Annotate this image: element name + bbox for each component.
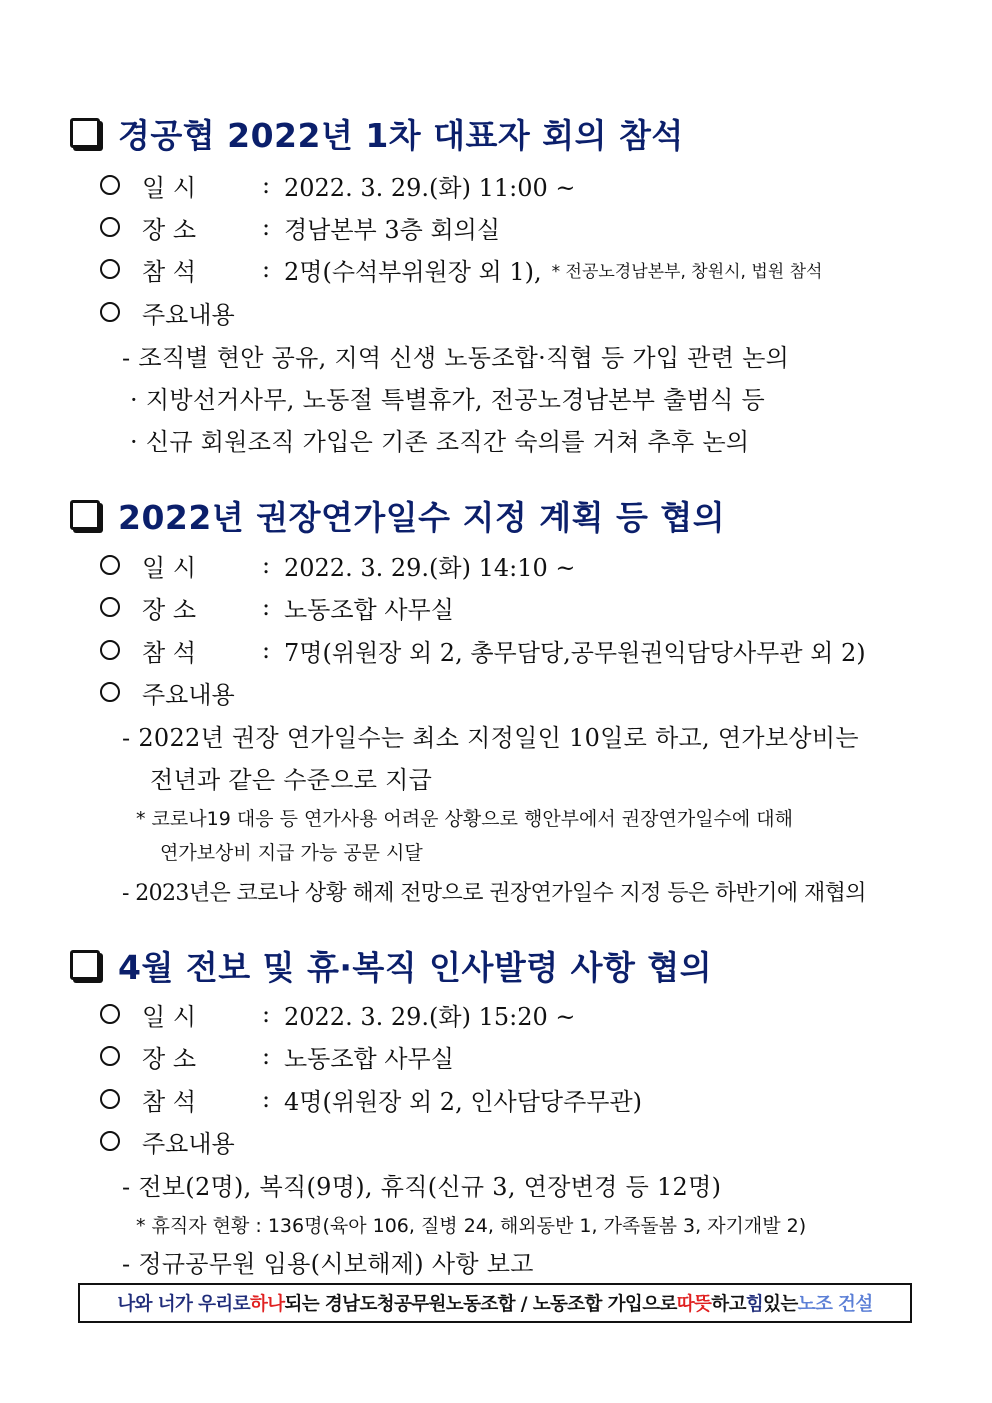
section-1-place-row [100,209,500,245]
main-label: 주요내용 [142,1129,235,1158]
attendees-label: 참 석 [142,638,196,667]
slogan-part: 하고 [711,1294,746,1315]
section-2-attendees: 7명(위원장 외 2, 총무담당,공무원권익담당사무관 외 2) [284,638,866,667]
section-3-title-text: 4월 전보 및 휴·복직 인사발령 사항 협의 [118,947,713,987]
date-label: 일 시 [142,1002,196,1031]
section-2-main-row [100,674,235,710]
section-1-item: · 지방선거사무, 노동절 특별휴가, 전공노경남본부 출범식 등 [130,385,765,414]
section-1-date: 2022. 3. 29.(화) 11:00 ~ [284,173,576,202]
section-3-date-row [100,996,575,1032]
section-3-title [70,940,712,990]
place-label: 장 소 [142,1044,196,1073]
circle-bullet-icon [100,1131,120,1151]
circle-bullet-icon [100,302,120,322]
circle-bullet-icon [100,682,120,702]
colon: : [262,171,271,199]
slogan-part: 되는 경남도청공무원노동조합 / 노동조합 가입으로 [284,1294,677,1315]
colon: : [262,1000,271,1028]
colon: : [262,213,271,241]
checkbox-square-icon [70,500,100,530]
main-label: 주요내용 [142,680,235,709]
circle-bullet-icon [100,217,120,237]
slogan-highlight-power: 힘 [745,1294,764,1315]
section-3-attendees: 4명(위원장 외 2, 인사담당주무관) [284,1087,642,1116]
section-1-date-row [100,167,575,203]
section-1-attendees-row [100,251,822,287]
section-3-place: 노동조합 사무실 [284,1044,454,1073]
colon: : [262,593,271,621]
circle-bullet-icon [100,1089,120,1109]
circle-bullet-icon [100,555,120,575]
section-2-title-text: 2022년 권장연가일수 지정 계획 등 협의 [118,497,726,537]
section-2-item-1-line-1: - 2022년 권장 연가일수는 최소 지정일인 10일로 하고, 연가보상비는 [122,723,859,752]
section-2-title [70,490,725,540]
colon: : [262,551,271,579]
section-2-item-1-line-2: 전년과 같은 수준으로 지급 [150,765,433,794]
main-label: 주요내용 [142,300,235,329]
section-2-attendees-row [100,632,866,668]
colon: : [262,636,271,664]
section-3-main-row [100,1123,235,1159]
circle-bullet-icon [100,640,120,660]
checkbox-square-icon [70,118,100,148]
section-3-attendees-row [100,1081,642,1117]
section-1-attendees-note: * 전공노경남본부, 창원시, 법원 참석 [551,261,823,282]
section-1-item: - 조직별 현안 공유, 지역 신생 노동조합·직협 등 가입 관련 논의 [122,343,790,372]
slogan-highlight-one: 하나 [249,1294,285,1315]
section-1-attendees: 2명(수석부위원장 외 1), [284,257,542,286]
slogan-highlight-warm: 따뜻 [676,1294,712,1315]
section-2-note-line-2: 연가보상비 지급 가능 공문 시달 [160,841,423,864]
section-2-date: 2022. 3. 29.(화) 14:10 ~ [284,553,576,582]
section-1-main-row [100,294,235,330]
footer-slogan-box [78,1283,912,1323]
section-2-item-2: - 2023년은 코로나 상황 해제 전망으로 권장연가일수 지정 등은 하반기에 재협의 [122,880,866,906]
place-label: 장 소 [142,215,196,244]
checkbox-square-icon [70,950,100,980]
section-3-item-1: - 전보(2명), 복직(9명), 휴직(신규 3, 연장변경 등 12명) [122,1172,722,1201]
place-label: 장 소 [142,595,196,624]
circle-bullet-icon [100,1004,120,1024]
slogan-part: 있는 [763,1294,798,1315]
section-1-item: · 신규 회원조직 가입은 기존 조직간 숙의를 거쳐 추후 논의 [130,427,750,456]
attendees-label: 참 석 [142,257,196,286]
circle-bullet-icon [100,1046,120,1066]
section-3-place-row [100,1038,454,1074]
section-3-date: 2022. 3. 29.(화) 15:20 ~ [284,1002,576,1031]
colon: : [262,1042,271,1070]
section-3-item-2: - 정규공무원 임용(시보해제) 사항 보고 [122,1249,534,1278]
section-1-place: 경남본부 3층 회의실 [284,215,500,244]
colon: : [262,1085,271,1113]
colon: : [262,255,271,283]
slogan-highlight-build: 노조 건설 [797,1294,873,1315]
slogan-part: 나와 너가 우리로 [117,1294,250,1315]
attendees-label: 참 석 [142,1087,196,1116]
date-label: 일 시 [142,173,196,202]
section-2-date-row [100,547,575,583]
section-3-note: * 휴직자 현황 : 136명(육아 106, 질병 24, 해외동반 1, 가족돌봄 3, 자기개발 2) [136,1214,807,1237]
section-2-place-row [100,589,454,625]
section-2-note-line-1: * 코로나19 대응 등 연가사용 어려운 상황으로 행안부에서 권장연가일수에 대해 [136,807,794,830]
circle-bullet-icon [100,259,120,279]
section-1-title [70,108,684,158]
section-2-place: 노동조합 사무실 [284,595,454,624]
circle-bullet-icon [100,597,120,617]
circle-bullet-icon [100,175,120,195]
section-1-title-text: 경공협 2022년 1차 대표자 회의 참석 [118,115,684,155]
date-label: 일 시 [142,553,196,582]
